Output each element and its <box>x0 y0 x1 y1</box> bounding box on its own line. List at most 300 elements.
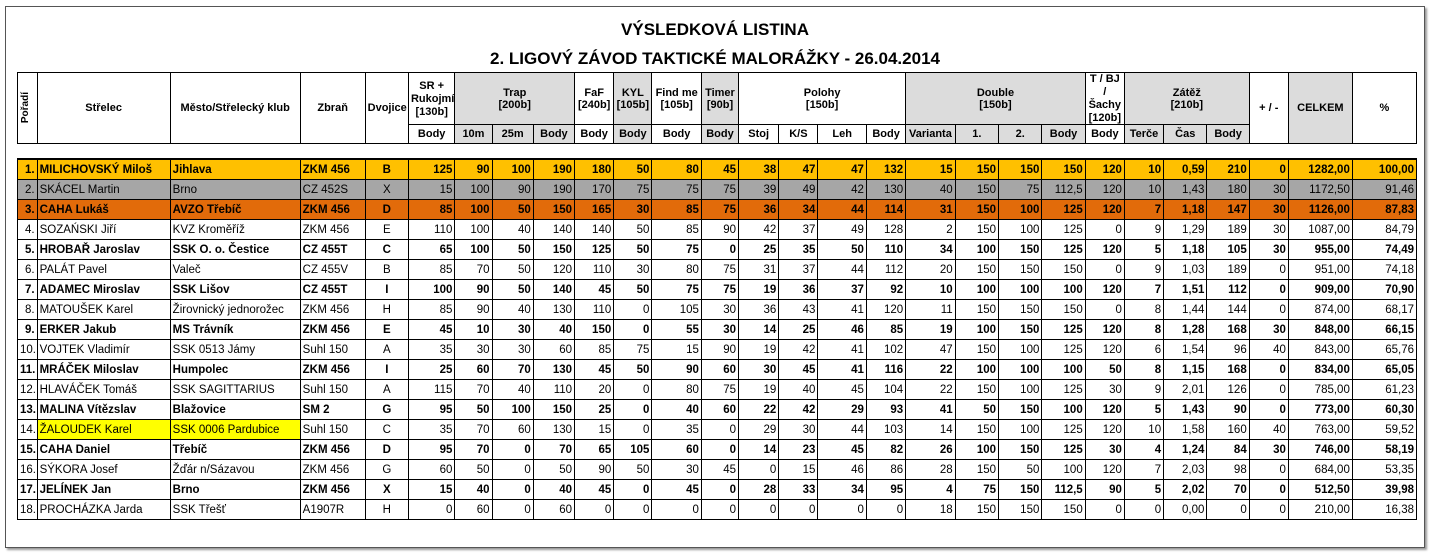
table-cell: 43 <box>779 300 818 320</box>
table-cell: 40 <box>1249 340 1288 360</box>
table-cell: 834,00 <box>1288 360 1352 380</box>
table-cell: 50 <box>455 460 492 480</box>
table-cell: 120 <box>533 260 574 280</box>
table-cell: 18. <box>18 500 38 520</box>
table-cell: KVZ Kroměříž <box>170 220 300 240</box>
table-cell: 60,30 <box>1352 400 1416 420</box>
table-cell: Žirovnický jednorožec <box>170 300 300 320</box>
col-sr: SR + Rukojmí [130b] <box>408 73 454 125</box>
table-cell: 7 <box>1124 460 1163 480</box>
col-double: Double [150b] <box>906 73 1086 125</box>
table-row <box>18 340 1417 360</box>
table-cell: 120 <box>1085 420 1124 440</box>
table-cell: 1,43 <box>1164 180 1207 200</box>
table-cell: 46 <box>818 320 866 340</box>
table-cell: 150 <box>955 380 998 400</box>
table-cell: 0 <box>701 420 738 440</box>
table-cell: 125 <box>1042 380 1085 400</box>
col-polohy: Polohy [150b] <box>739 73 906 125</box>
table-cell: 8 <box>1124 300 1163 320</box>
table-cell: 42 <box>739 220 779 240</box>
table-cell: Suhl 150 <box>300 380 365 400</box>
subheader-cell: Varianta <box>906 125 956 144</box>
table-cell: 9. <box>18 320 38 340</box>
table-cell: 40 <box>533 480 574 500</box>
table-cell: 150 <box>999 440 1042 460</box>
table-cell: SSK SAGITTARIUS <box>170 380 300 400</box>
table-cell: 100 <box>1042 360 1085 380</box>
table-cell: 0 <box>1249 380 1288 400</box>
table-cell: 180 <box>575 159 614 180</box>
table-cell: 50 <box>955 400 998 420</box>
table-cell: 785,00 <box>1288 380 1352 400</box>
table-cell: 90 <box>575 460 614 480</box>
page-subtitle: 2. LIGOVÝ ZÁVOD TAKTICKÉ MALORÁŽKY - 26.04.2014 <box>490 49 940 68</box>
table-cell: 93 <box>866 400 905 420</box>
table-cell: Žďár n/Sázavou <box>170 460 300 480</box>
table-cell: SSK Třešť <box>170 500 300 520</box>
table-cell: 0 <box>866 500 905 520</box>
table-cell: 40 <box>492 220 533 240</box>
table-cell: 0 <box>614 320 652 340</box>
table-cell: 0 <box>614 420 652 440</box>
table-cell: 125 <box>1042 340 1085 360</box>
table-cell: 114 <box>866 200 905 220</box>
table-cell: 40 <box>1249 420 1288 440</box>
table-cell: 100 <box>455 220 492 240</box>
table-cell: Suhl 150 <box>300 340 365 360</box>
table-cell: 75 <box>652 240 702 260</box>
table-cell: 66,15 <box>1352 320 1416 340</box>
table-cell: 100 <box>999 360 1042 380</box>
table-cell: SSK O. o. Čestice <box>170 240 300 260</box>
table-cell: 82 <box>866 440 905 460</box>
table-cell: ZKM 456 <box>300 360 365 380</box>
table-cell: 41 <box>906 400 956 420</box>
table-cell: 75 <box>652 180 702 200</box>
table-cell: 75 <box>701 260 738 280</box>
table-cell: HROBAŘ Jaroslav <box>37 240 170 260</box>
table-cell: 0 <box>1249 400 1288 420</box>
table-cell: 0 <box>492 440 533 460</box>
table-cell: 49 <box>818 220 866 240</box>
table-cell: 50 <box>492 280 533 300</box>
table-cell: 15. <box>18 440 38 460</box>
table-cell: 0 <box>652 500 702 520</box>
table-cell: 90 <box>1085 480 1124 500</box>
table-cell: 35 <box>652 420 702 440</box>
table-cell: 84 <box>1207 440 1249 460</box>
table-cell: 125 <box>1042 240 1085 260</box>
table-cell: 22 <box>739 400 779 420</box>
table-cell: 5 <box>1124 240 1163 260</box>
table-cell: 11. <box>18 360 38 380</box>
table-cell: 0 <box>739 500 779 520</box>
table-cell: 100 <box>999 380 1042 400</box>
table-cell: 87,83 <box>1352 200 1416 220</box>
table-cell: ERKER Jakub <box>37 320 170 340</box>
results-table <box>17 72 1417 520</box>
subheader-cell: Terče <box>1124 125 1163 144</box>
table-cell: 104 <box>866 380 905 400</box>
table-cell: 848,00 <box>1288 320 1352 340</box>
table-cell: 30 <box>701 320 738 340</box>
table-cell: 9 <box>1124 220 1163 240</box>
subheader-cell: Body <box>1085 125 1124 144</box>
table-cell: 1,44 <box>1164 300 1207 320</box>
table-cell: AVZO Třebíč <box>170 200 300 220</box>
table-cell: 150 <box>1042 500 1085 520</box>
table-cell: 26 <box>906 440 956 460</box>
table-cell: 132 <box>866 159 905 180</box>
table-cell: 100 <box>492 400 533 420</box>
table-cell: 0 <box>1249 159 1288 180</box>
table-cell: 130 <box>533 420 574 440</box>
table-cell: 47 <box>779 159 818 180</box>
table-cell: 13. <box>18 400 38 420</box>
table-cell: 75 <box>999 180 1042 200</box>
table-cell: 14. <box>18 420 38 440</box>
table-cell: 150 <box>533 240 574 260</box>
table-cell: 130 <box>533 300 574 320</box>
table-cell: G <box>365 460 408 480</box>
table-row <box>18 280 1417 300</box>
table-cell: 50 <box>614 159 652 180</box>
table-cell: 100 <box>955 440 998 460</box>
subheader-cell: Body <box>1042 125 1085 144</box>
table-cell: ZKM 456 <box>300 300 365 320</box>
table-cell: 75 <box>701 380 738 400</box>
table-cell: B <box>365 159 408 180</box>
table-cell: 20 <box>906 260 956 280</box>
table-cell: 75 <box>955 480 998 500</box>
table-cell: 85 <box>575 340 614 360</box>
table-cell: ZKM 456 <box>300 159 365 180</box>
table-row <box>18 200 1417 220</box>
table-cell: 60 <box>408 460 454 480</box>
table-cell: 100 <box>999 220 1042 240</box>
table-cell: 90 <box>1207 400 1249 420</box>
table-cell: 50 <box>1085 360 1124 380</box>
table-cell: 90 <box>455 159 492 180</box>
table-cell: 70 <box>492 360 533 380</box>
table-cell: 763,00 <box>1288 420 1352 440</box>
table-cell: 75 <box>701 180 738 200</box>
table-cell: 35 <box>779 240 818 260</box>
subheader-cell: 2. <box>999 125 1042 144</box>
table-cell: 53,35 <box>1352 460 1416 480</box>
table-cell: 1087,00 <box>1288 220 1352 240</box>
table-cell: 874,00 <box>1288 300 1352 320</box>
table-cell: 8 <box>1124 320 1163 340</box>
table-cell: 0 <box>1085 500 1124 520</box>
table-cell: 15 <box>408 480 454 500</box>
table-cell: 103 <box>866 420 905 440</box>
subheader-cell: Body <box>652 125 702 144</box>
table-cell: 1,43 <box>1164 400 1207 420</box>
table-cell: 0 <box>739 460 779 480</box>
table-cell: B <box>365 260 408 280</box>
table-cell: 75 <box>614 340 652 360</box>
table-cell: 150 <box>1042 260 1085 280</box>
table-cell: 65 <box>408 240 454 260</box>
table-cell: ZKM 456 <box>300 460 365 480</box>
table-cell: 168 <box>1207 360 1249 380</box>
table-cell: 150 <box>955 200 998 220</box>
table-cell: 0 <box>492 460 533 480</box>
table-cell: 29 <box>739 420 779 440</box>
subheader-cell: Body <box>533 125 574 144</box>
table-cell: 126 <box>1207 380 1249 400</box>
table-cell: 8 <box>1124 360 1163 380</box>
table-cell: 30 <box>492 340 533 360</box>
table-cell: ADAMEC Miroslav <box>37 280 170 300</box>
subheader-cell: Body <box>575 125 614 144</box>
table-cell: 150 <box>533 400 574 420</box>
table-cell: 50 <box>614 220 652 240</box>
table-cell: 30 <box>455 340 492 360</box>
table-cell: 65,76 <box>1352 340 1416 360</box>
table-cell: 0 <box>701 240 738 260</box>
table-cell: 45 <box>701 159 738 180</box>
table-cell: 2,01 <box>1164 380 1207 400</box>
table-cell: 19 <box>739 280 779 300</box>
table-cell: 39,98 <box>1352 480 1416 500</box>
table-cell: 50 <box>614 360 652 380</box>
subheader-cell: Body <box>1207 125 1249 144</box>
table-cell: 0 <box>492 500 533 520</box>
table-cell: 19 <box>739 380 779 400</box>
col-strelec: Střelec <box>37 73 170 144</box>
table-cell: 85 <box>408 300 454 320</box>
table-cell: 90 <box>455 280 492 300</box>
table-cell: 12. <box>18 380 38 400</box>
table-cell: 29 <box>818 400 866 420</box>
table-cell: 0,00 <box>1164 500 1207 520</box>
table-cell: CZ 455V <box>300 260 365 280</box>
table-cell: 150 <box>575 320 614 340</box>
table-cell: 150 <box>955 260 998 280</box>
table-cell: 60 <box>533 500 574 520</box>
table-cell: 0 <box>1085 220 1124 240</box>
table-cell: 30 <box>614 200 652 220</box>
table-cell: 1,54 <box>1164 340 1207 360</box>
table-cell: Humpolec <box>170 360 300 380</box>
table-cell: 40 <box>492 380 533 400</box>
table-cell: 100 <box>455 180 492 200</box>
table-cell: 190 <box>533 159 574 180</box>
table-cell: 28 <box>739 480 779 500</box>
table-cell: 105 <box>1207 240 1249 260</box>
table-cell: 41 <box>818 300 866 320</box>
table-cell: 140 <box>533 220 574 240</box>
table-cell: 0 <box>779 500 818 520</box>
table-cell: 19 <box>739 340 779 360</box>
table-row <box>18 380 1417 400</box>
table-cell: 15 <box>408 180 454 200</box>
table-cell: 74,49 <box>1352 240 1416 260</box>
table-cell: 1,18 <box>1164 240 1207 260</box>
table-cell: MILICHOVSKÝ Miloš <box>37 159 170 180</box>
table-cell: 189 <box>1207 260 1249 280</box>
table-cell: 50 <box>614 460 652 480</box>
table-cell: 23 <box>779 440 818 460</box>
table-cell: 210,00 <box>1288 500 1352 520</box>
table-cell: 5. <box>18 240 38 260</box>
table-cell: 125 <box>1042 200 1085 220</box>
table-cell: SSK 0513 Jámy <box>170 340 300 360</box>
table-cell: MATOUŠEK Karel <box>37 300 170 320</box>
table-cell: G <box>365 400 408 420</box>
table-cell: 909,00 <box>1288 280 1352 300</box>
table-cell: 0,59 <box>1164 159 1207 180</box>
table-cell: 150 <box>999 500 1042 520</box>
table-cell: X <box>365 480 408 500</box>
table-cell: 40 <box>492 300 533 320</box>
table-cell: A <box>365 340 408 360</box>
table-cell: 150 <box>999 260 1042 280</box>
table-cell: A <box>365 380 408 400</box>
table-cell: 60 <box>701 400 738 420</box>
table-cell: 1. <box>18 159 38 180</box>
table-cell: 746,00 <box>1288 440 1352 460</box>
table-cell: 9 <box>1124 260 1163 280</box>
table-cell: D <box>365 200 408 220</box>
table-cell: 50 <box>614 240 652 260</box>
table-cell: 100 <box>955 320 998 340</box>
col-zbran: Zbraň <box>300 73 365 144</box>
table-cell: 150 <box>1042 159 1085 180</box>
table-cell: 15 <box>906 159 956 180</box>
subheader-cell: Stoj <box>739 125 779 144</box>
table-cell: SKÁCEL Martin <box>37 180 170 200</box>
table-cell: 91,46 <box>1352 180 1416 200</box>
table-cell: 150 <box>999 480 1042 500</box>
table-cell: MALINA Vítězslav <box>37 400 170 420</box>
table-cell: 45 <box>575 360 614 380</box>
table-cell: 45 <box>818 380 866 400</box>
table-cell: 30 <box>652 460 702 480</box>
table-cell: A1907R <box>300 500 365 520</box>
col-kyl: KYL [105b] <box>614 73 652 125</box>
table-cell: 75 <box>701 280 738 300</box>
table-cell: MRÁČEK Miloslav <box>37 360 170 380</box>
table-cell: 100 <box>999 420 1042 440</box>
table-cell: 2. <box>18 180 38 200</box>
table-cell: 14 <box>739 320 779 340</box>
table-cell: 44 <box>818 260 866 280</box>
table-cell: 116 <box>866 360 905 380</box>
table-cell: 75 <box>614 180 652 200</box>
table-cell: 144 <box>1207 300 1249 320</box>
table-cell: 10 <box>1124 159 1163 180</box>
table-cell: 130 <box>866 180 905 200</box>
table-cell: 125 <box>1042 320 1085 340</box>
table-cell: 40 <box>652 400 702 420</box>
subheader-cell: Body <box>614 125 652 144</box>
table-cell: 18 <box>906 500 956 520</box>
table-cell: 150 <box>955 159 998 180</box>
table-cell: E <box>365 220 408 240</box>
table-cell: 100 <box>455 200 492 220</box>
results-body <box>18 144 1417 520</box>
table-cell: 189 <box>1207 220 1249 240</box>
subheader-cell: 25m <box>492 125 533 144</box>
table-cell: SSK 0006 Pardubice <box>170 420 300 440</box>
table-row <box>18 260 1417 280</box>
table-cell: 95 <box>408 400 454 420</box>
subheader-cell: Čas <box>1164 125 1207 144</box>
table-cell: 16. <box>18 460 38 480</box>
table-cell: PALÁT Pavel <box>37 260 170 280</box>
table-cell: Valeč <box>170 260 300 280</box>
spacer-row <box>18 144 1417 160</box>
table-cell: 36 <box>739 300 779 320</box>
table-cell: 40 <box>906 180 956 200</box>
table-cell: 20 <box>575 380 614 400</box>
table-cell: 61,23 <box>1352 380 1416 400</box>
table-cell: 0 <box>614 500 652 520</box>
table-cell: 2,03 <box>1164 460 1207 480</box>
table-cell: 10 <box>455 320 492 340</box>
table-cell: 147 <box>1207 200 1249 220</box>
table-cell: ZKM 456 <box>300 440 365 460</box>
table-cell: 70,90 <box>1352 280 1416 300</box>
table-cell: 75 <box>652 280 702 300</box>
table-cell: 70 <box>455 440 492 460</box>
table-cell: 150 <box>999 320 1042 340</box>
table-cell: 120 <box>1085 200 1124 220</box>
table-row <box>18 180 1417 200</box>
col-zatez: Zátěž [210b] <box>1124 73 1249 125</box>
table-cell: 150 <box>955 460 998 480</box>
table-cell: 80 <box>652 380 702 400</box>
table-cell: JELÍNEK Jan <box>37 480 170 500</box>
table-cell: 0 <box>1249 300 1288 320</box>
table-cell: 1282,00 <box>1288 159 1352 180</box>
table-cell: 34 <box>779 200 818 220</box>
table-cell: 45 <box>575 280 614 300</box>
table-cell: 100 <box>455 240 492 260</box>
table-cell: 65 <box>575 440 614 460</box>
table-cell: Jihlava <box>170 159 300 180</box>
table-cell: 0 <box>1249 280 1288 300</box>
table-cell: 45 <box>818 440 866 460</box>
table-cell: 8. <box>18 300 38 320</box>
table-cell: 100 <box>1042 400 1085 420</box>
table-cell: 0 <box>408 500 454 520</box>
table-cell: 70 <box>455 260 492 280</box>
table-cell: Brno <box>170 180 300 200</box>
table-row <box>18 240 1417 260</box>
table-cell: 100 <box>999 280 1042 300</box>
table-cell: 68,17 <box>1352 300 1416 320</box>
table-cell: 31 <box>739 260 779 280</box>
table-cell: 120 <box>1085 180 1124 200</box>
table-cell: 15 <box>575 420 614 440</box>
col-findme: Find me [105b] <box>652 73 702 125</box>
table-cell: 125 <box>575 240 614 260</box>
table-cell: 45 <box>701 460 738 480</box>
table-cell: 150 <box>955 420 998 440</box>
table-cell: 9 <box>1124 380 1163 400</box>
table-cell: 0 <box>492 480 533 500</box>
table-cell: 80 <box>652 159 702 180</box>
table-cell: 90 <box>455 300 492 320</box>
table-cell: 41 <box>818 360 866 380</box>
table-cell: HLAVÁČEK Tomáš <box>37 380 170 400</box>
table-cell: CZ 452S <box>300 180 365 200</box>
